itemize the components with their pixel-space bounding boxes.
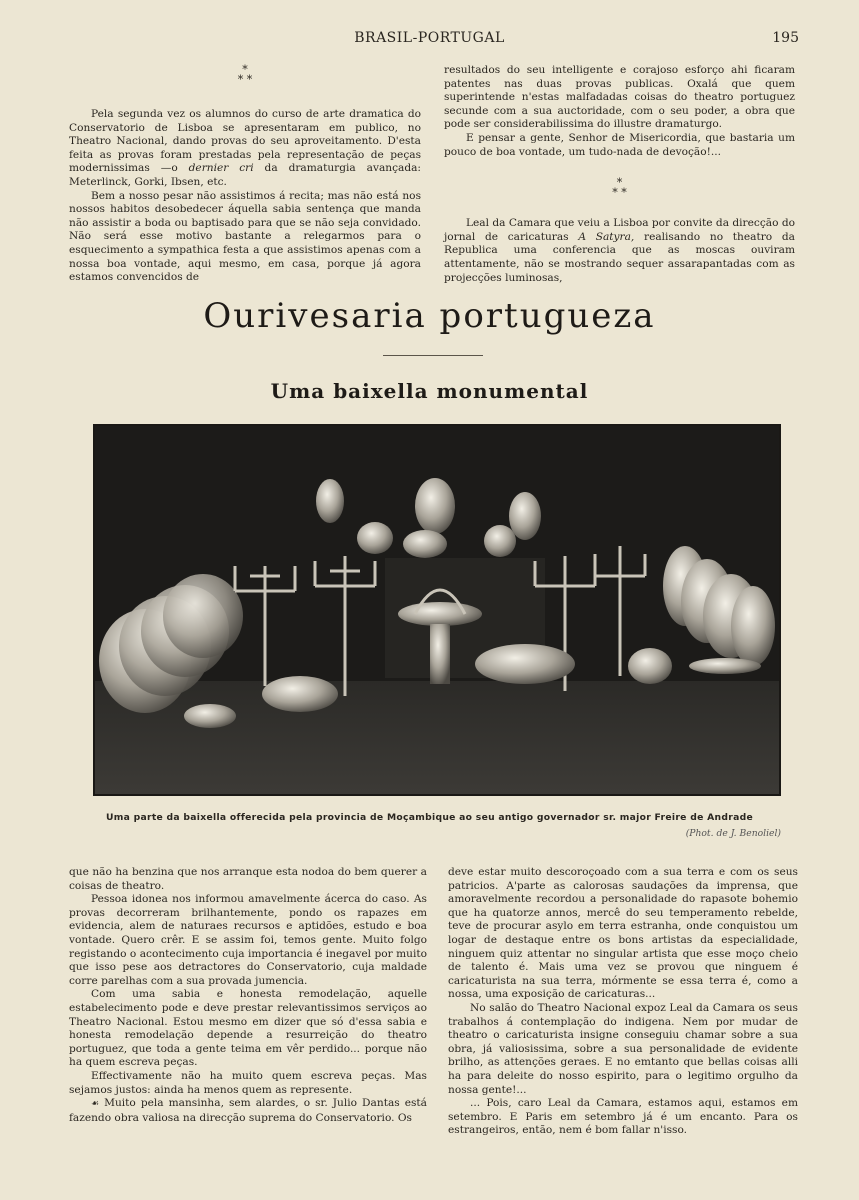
paragraph (69, 1097, 427, 1125)
paragraph: Bem a nosso pesar não assistimos á recita; mas não está nos nossos habitos desobedecer áquella sabia sentença que manda não assistir a boda ou baptisado para que se não seja convidado. Não será esse motivo bastante a relegarmos para o esquecimento a sympathica festa a que assistimos apenas com a nossa boa vontade, aqui mesmo, em casa, porque já agora estamos convencidos de (69, 189, 421, 284)
column-bottom-right (448, 866, 798, 1138)
running-head: BRASIL-PORTUGAL (354, 30, 505, 46)
paragraph: Pessoa idonea nos informou amavelmente ácerca do caso. As provas decorreram brilhantemente, pondo os rapazes em evidencia, alem de naturaes recursos e aptidões, estudo e boa vontade. Quero crêr. E se assim foi, temos gente. Muito folgo registando o acontecimento cuja importancia é inegavel por muito que isso pese aos detractores do Conservatorio, cuja maldade corre parelhas com a sua provada jumencia. (69, 893, 427, 987)
silverware-photo (93, 424, 781, 796)
emphasis: dernier cri (188, 162, 254, 175)
star-top: * (242, 63, 248, 76)
column-bottom-left (69, 866, 427, 1125)
text-run: realisando no theatro da Republica uma conferencia que as moscas ouviram attentamente, não se mostrando sequer assarapantadas com as projecções luminosas, (444, 230, 795, 284)
paragraph (69, 108, 421, 190)
section-stars (69, 64, 421, 84)
paragraph: deve estar muito descoroçoado com a sua terra e com os seus patricios. A'parte as calorosas saudações da imprensa, que amoravelmente recordou a personalidade do rapasote bohemio que ha quatorze annos, mercê do seu temperamento rebelde, teve de procurar asylo em terra estranha, onde conquistou um logar de destaque entre os bons artistas da especialidade, ninguem quiz attentar no singular artista que esse moço cheio de talento é. Mais uma vez se provou que ninguem é caricaturista na sua terra, mórmente se essa terra é, como a nossa, uma exposição de caricaturas... (448, 866, 798, 1001)
silverware-illustration (95, 426, 779, 794)
star-top: * (616, 176, 623, 190)
title-divider (383, 355, 483, 356)
text-run: Pela segunda vez os alumnos do curso de arte dramatica do Conservatorio de Lisboa se apresentaram em publico, no Theatro Nacional, dando provas do seu aproveitamento. D'esta feita as provas foram prestadas pela representação de peças modernissimas —o (69, 108, 421, 175)
paragraph: E pensar a gente, Senhor de Misericordia, que bastaria um pouco de boa vontade, um tudo-nada de devoção!... (444, 131, 795, 158)
paragraph: No salão do Theatro Nacional expoz Leal da Camara os seus trabalhos á contemplação do indigena. Nem por mudar de theatro o caricaturista insigne conseguiu chamar sobre a sua obra, já valiosissima, sobre a sua personalidade de evidente brilho, as attenções geraes. E no emtanto que bellas coisas alli ha para deleite do nosso espirito, para o legitimo orgulho da nossa gente!... (448, 1001, 798, 1096)
article-subtitle: Uma baixella monumental (270, 379, 589, 403)
paragraph (444, 217, 795, 285)
paragraph: Com uma sabia e honesta remodelação, aquelle estabelecimento pode e deve prestar relevantissimos serviços ao Theatro Nacional. Estou mesmo em dizer que só d'essa sabia e honesta remodelação depende a resurreição do theatro portuguez, que toda a gente teima em vêr perdido... porque não ha quem escreva peças. (69, 988, 427, 1069)
text-run: Leal da Camara que veiu a Lisboa por convite da direcção do jornal de caricaturas (444, 217, 795, 243)
column-top-right (444, 64, 795, 285)
table-surface (95, 681, 779, 794)
photo-credit: (Phot. de J. Benoliel) (685, 828, 781, 839)
paragraph: resultados do seu intelligente e corajoso esforço ahi ficaram patentes nas duas provas publicas. Oxalá que quem superintende n'estas malfadadas coisas do theatro portuguez secunde com a sua auctoridade, com o seu poder, a obra que pode ser considerabilissima do illustre dramaturgo. (444, 64, 795, 131)
star-bottom: * * (612, 186, 627, 200)
column-top-left (69, 64, 421, 285)
paragraph: Effectivamente não ha muito quem escreva peças. Mas sejamos justos: ainda ha menos quem as represente. (69, 1069, 427, 1096)
star-bottom: * * (237, 73, 253, 86)
fleuron-icon: ☙ (91, 1099, 100, 1110)
text-run: da dramaturgia avançada: Meterlinck, Gorki, Ibsen, etc. (69, 162, 421, 188)
page-number: 195 (772, 30, 799, 46)
article-title: Ourivesaria portugueza (203, 296, 656, 336)
text-run: Muito pela mansinha, sem alardes, o sr. Julio Dantas está fazendo obra valiosa na direcção suprema do Conservatorio. Os (69, 1097, 427, 1124)
paragraph: ... Pois, caro Leal da Camara, estamos aqui, estamos em setembro. E Paris em setembro já é um encanto. Para os estrangeiros, então, nem é bom fallar n'isso. (448, 1097, 798, 1137)
emphasis: A Satyra, (578, 230, 635, 243)
section-stars (444, 176, 795, 200)
photo-caption: Uma parte da baixella offerecida pela provincia de Moçambique ao seu antigo governador sr. major Freire de Andrade (106, 812, 753, 823)
paragraph: que não ha benzina que nos arranque esta nodoa do bem querer a coisas de theatro. (69, 866, 427, 892)
